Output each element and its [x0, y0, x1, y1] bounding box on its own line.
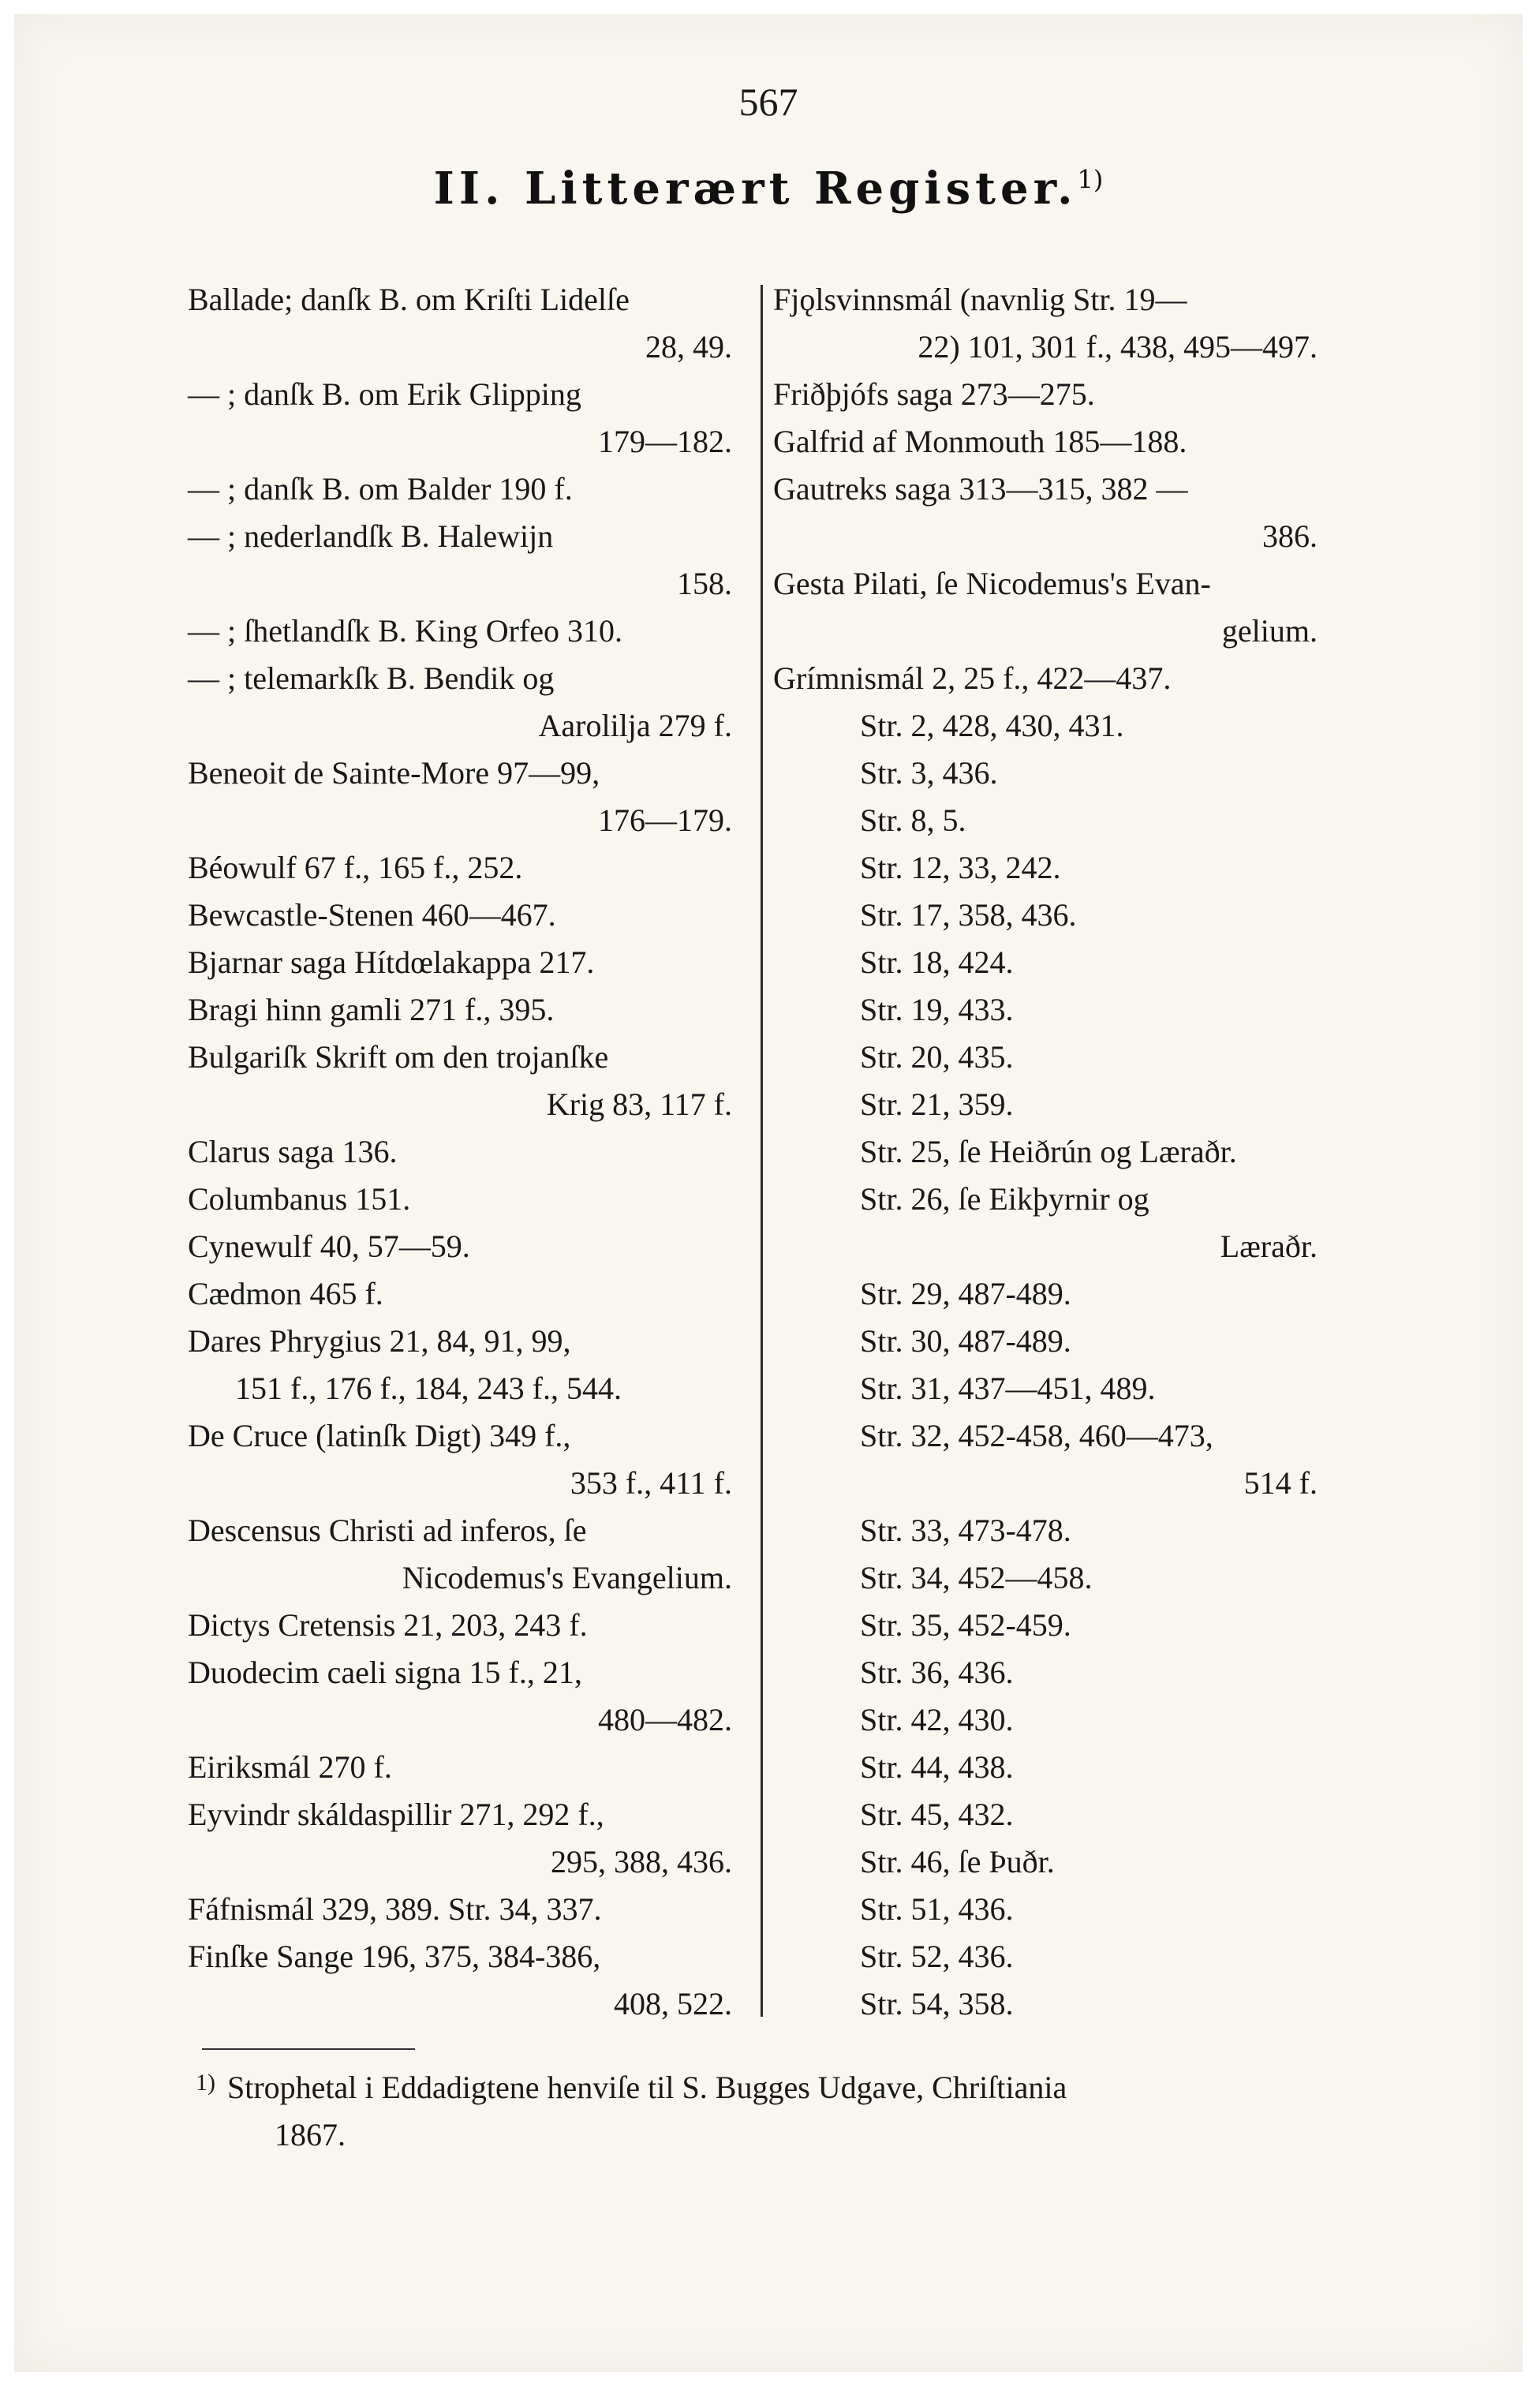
index-entry: Columbanus 151. [188, 1181, 411, 1217]
index-entry: 386. [1262, 518, 1318, 554]
index-entry: De Cruce (latinſk Digt) 349 f., [188, 1418, 571, 1453]
book-page [14, 14, 1523, 2372]
index-entry: Bewcastle-Stenen 460—467. [188, 897, 556, 933]
index-entry: 28, 49. [645, 329, 732, 365]
index-entry: — ; danſk B. om Balder 190 f. [188, 471, 573, 507]
index-entry: Fjǫlsvinnsmál (navnlig Str. 19— [773, 282, 1187, 317]
index-entry: Str. 44, 438. [860, 1749, 1014, 1785]
index-entry: Grímnismál 2, 25 f., 422—437. [773, 660, 1172, 696]
footnote-rule [202, 2048, 415, 2050]
index-entry: Gesta Pilati, ſe Nicodemus's Evan- [773, 566, 1211, 601]
index-entry: 408, 522. [614, 1986, 732, 2021]
index-entry: Str. 30, 487-489. [860, 1323, 1071, 1359]
index-entry: Nicodemus's Evangelium. [402, 1560, 732, 1595]
index-entry: 295, 388, 436. [551, 1844, 732, 1879]
index-entry: Fáfnismál 329, 389. Str. 34, 337. [188, 1891, 602, 1927]
index-entry: — ; nederlandſk B. Halewijn [188, 518, 554, 554]
index-entry: Str. 33, 473-478. [860, 1513, 1071, 1548]
index-entry: Str. 3, 436. [860, 755, 998, 791]
column-divider [761, 285, 763, 2017]
index-entry: Str. 2, 428, 430, 431. [860, 708, 1124, 743]
index-entry: Eiriksmál 270 f. [188, 1749, 392, 1785]
index-entry: Str. 31, 437—451, 489. [860, 1371, 1156, 1406]
index-entry: Str. 45, 432. [860, 1797, 1014, 1832]
index-entry: 176—179. [598, 802, 732, 838]
footnote-text: Strophetal i Eddadigtene henviſe til S. Bugges Udgave, Chriſtiania [227, 2070, 1067, 2105]
footnote-year: 1867. [275, 2117, 346, 2152]
title-text: II. Litterært Register. [433, 163, 1078, 215]
index-entry: Béowulf 67 f., 165 f., 252. [188, 850, 523, 885]
index-entry: gelium. [1221, 613, 1318, 649]
index-entry: Str. 17, 358, 436. [860, 897, 1077, 933]
index-entry: Gautreks saga 313—315, 382 — [773, 471, 1188, 507]
index-entry: Str. 18, 424. [860, 944, 1014, 980]
index-entry: 158. [677, 566, 732, 601]
index-entry: — ; telemarkſk B. Bendik og [188, 660, 555, 696]
index-entry: Aarolilja 279 f. [538, 708, 732, 743]
index-entry: Krig 83, 117 f. [546, 1086, 732, 1122]
index-entry: Bjarnar saga Hítdœlakappa 217. [188, 944, 595, 980]
index-entry: 151 f., 176 f., 184, 243 f., 544. [235, 1371, 622, 1406]
index-entry: 22) 101, 301 f., 438, 495—497. [918, 329, 1318, 365]
index-entry: Str. 51, 436. [860, 1891, 1014, 1927]
index-entry: Str. 19, 433. [860, 992, 1014, 1027]
left-column [188, 276, 732, 2028]
index-entry: Str. 29, 487-489. [860, 1276, 1071, 1311]
index-entry: Str. 34, 452—458. [860, 1560, 1093, 1595]
index-entry: Str. 20, 435. [860, 1039, 1014, 1075]
index-entry: — ; ſhetlandſk B. King Orfeo 310. [188, 613, 623, 649]
index-entry: Cædmon 465 f. [188, 1276, 383, 1311]
right-column [773, 276, 1318, 2028]
index-entry: Clarus saga 136. [188, 1134, 398, 1169]
index-entry: 353 f., 411 f. [570, 1465, 732, 1501]
index-entry: Str. 32, 452-458, 460—473, [860, 1418, 1213, 1453]
index-entry: Str. 35, 452-459. [860, 1607, 1071, 1643]
index-entry: Læraðr. [1220, 1229, 1318, 1264]
index-entry: Str. 25, ſe Heiðrún og Læraðr. [860, 1134, 1237, 1169]
footnote-mark: 1) [196, 2070, 215, 2096]
index-entry: Dictys Cretensis 21, 203, 243 f. [188, 1607, 588, 1643]
index-entry: 480—482. [598, 1702, 732, 1737]
index-entry: Beneoit de Sainte-More 97—99, [188, 755, 600, 791]
page-title [14, 163, 1523, 215]
index-entry: Str. 8, 5. [860, 802, 966, 838]
index-entry: Str. 26, ſe Eikþyrnir og [860, 1181, 1149, 1217]
index-entry: 514 f. [1243, 1465, 1318, 1501]
footnote [196, 2064, 1348, 2159]
index-entry: Str. 36, 436. [860, 1655, 1014, 1690]
index-entry: — ; danſk B. om Erik Glipping [188, 376, 581, 412]
index-entry: Str. 12, 33, 242. [860, 850, 1061, 885]
index-entry: Bragi hinn gamli 271 f., 395. [188, 992, 555, 1027]
index-entry: Str. 46, ſe Þuðr. [860, 1844, 1055, 1879]
index-entry: Friðþjófs saga 273—275. [773, 376, 1095, 412]
index-entry: Str. 42, 430. [860, 1702, 1014, 1737]
index-entry: Str. 21, 359. [860, 1086, 1014, 1122]
index-entry: Ballade; danſk B. om Kriſti Lidelſe [188, 282, 630, 317]
page-number: 567 [738, 80, 798, 124]
index-entry: Duodecim caeli signa 15 f., 21, [188, 1655, 582, 1690]
index-entry: Str. 54, 358. [860, 1986, 1014, 2021]
index-entry: Finſke Sange 196, 375, 384-386, [188, 1939, 601, 1974]
index-entry: Galfrid af Monmouth 185—188. [773, 424, 1187, 459]
index-entry: Eyvindr skáldaspillir 271, 292 f., [188, 1797, 604, 1832]
index-entry: Dares Phrygius 21, 84, 91, 99, [188, 1323, 571, 1359]
title-footnote-mark: 1) [1077, 164, 1104, 195]
index-entry: Str. 52, 436. [860, 1939, 1014, 1974]
index-entry: Bulgariſk Skrift om den trojanſke [188, 1039, 609, 1075]
index-entry: 179—182. [598, 424, 732, 459]
index-entry: Descensus Christi ad inferos, ſe [188, 1513, 587, 1548]
index-entry: Cynewulf 40, 57—59. [188, 1229, 470, 1264]
